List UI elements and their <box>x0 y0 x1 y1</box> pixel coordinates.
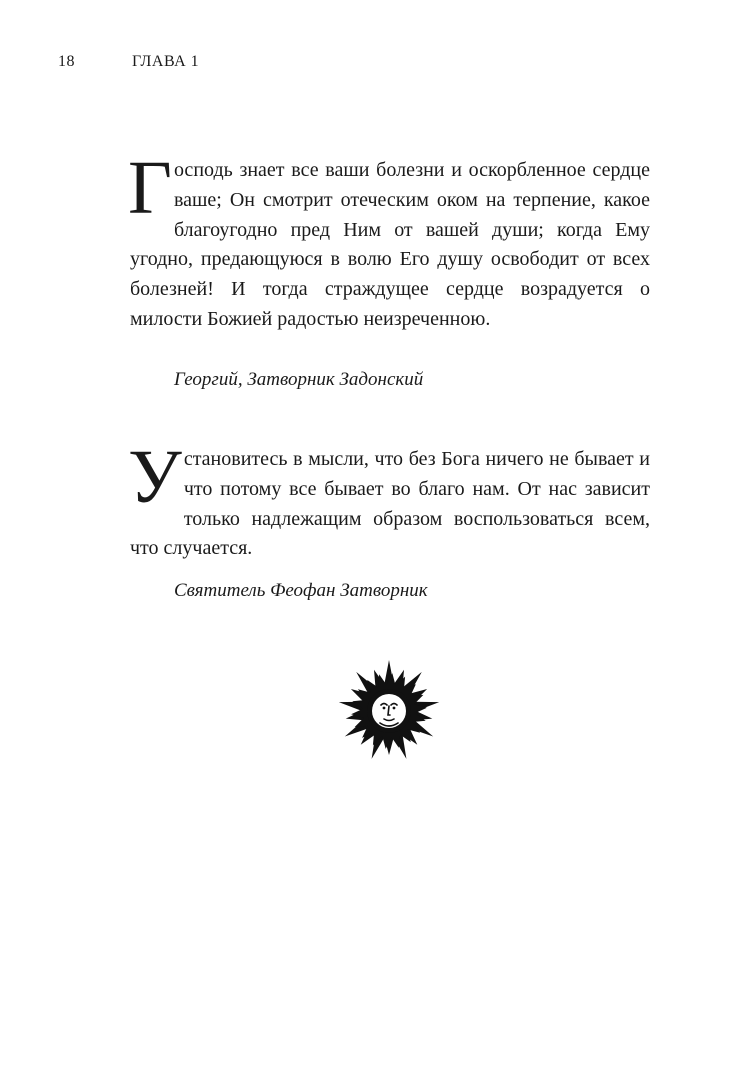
quote-2-author: Святитель Феофан Затворник <box>174 580 428 601</box>
quote-2-text: становитесь в мысли, что без Бога ничего не бывает и что потому все бывает во благо нам. От нас зависит только надлежащим образом воспользоваться всем, что случается. <box>130 448 650 560</box>
quote-1-text: осподь знает все ваши болезни и оскорбленное сердце ваше; Он смотрит отеческим оком на терпение, какое благоугодно пред Ним от вашей души; когда Ему угодно, предающуюся в волю Его душу освободит от всех болезней! И тогда страждущее сердце возрадуется о милости Божией радостью неизреченною. <box>130 159 650 330</box>
dropcap-2: У <box>128 435 182 519</box>
right-eye <box>393 707 396 710</box>
quote-1 <box>128 146 650 335</box>
quote-1-author: Георгий, Затворник Задонский <box>174 369 424 390</box>
left-eye <box>383 707 386 710</box>
dropcap-1: Г <box>128 146 172 230</box>
quote-2 <box>128 435 650 564</box>
running-head <box>58 53 199 71</box>
chapter-title: ГЛАВА 1 <box>132 53 200 70</box>
page-number: 18 <box>58 53 75 70</box>
sun-face-ornament-icon <box>337 659 441 763</box>
sun-face-svg <box>337 659 441 763</box>
